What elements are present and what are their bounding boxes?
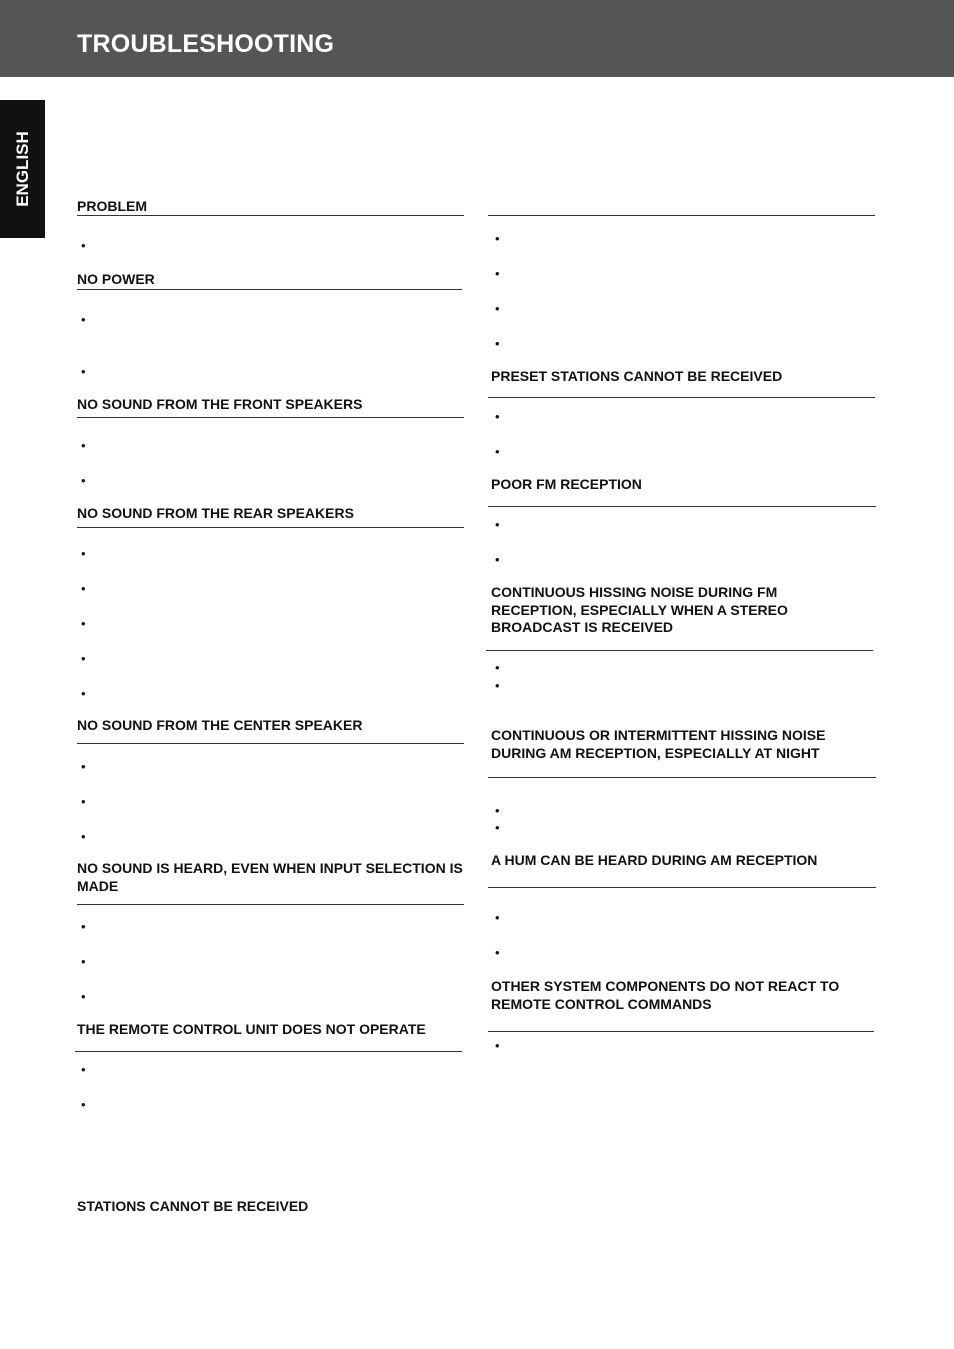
heading-poor-fm: POOR FM RECEPTION bbox=[491, 476, 642, 492]
bullet: • bbox=[81, 438, 86, 453]
section-rule bbox=[77, 215, 464, 216]
heading-problem: PROBLEM bbox=[77, 198, 147, 214]
bullet: • bbox=[81, 651, 86, 666]
bullet: • bbox=[495, 266, 500, 281]
section-rule bbox=[77, 743, 464, 744]
bullet: • bbox=[495, 678, 500, 693]
bullet: • bbox=[81, 364, 86, 379]
bullet: • bbox=[495, 820, 500, 835]
bullet: • bbox=[81, 616, 86, 631]
bullet: • bbox=[495, 660, 500, 675]
bullet: • bbox=[81, 919, 86, 934]
bullet: • bbox=[81, 759, 86, 774]
bullet: • bbox=[81, 989, 86, 1004]
language-tab bbox=[0, 100, 45, 238]
bullet: • bbox=[495, 301, 500, 316]
bullet: • bbox=[495, 945, 500, 960]
heading-no-sound-rear: NO SOUND FROM THE REAR SPEAKERS bbox=[77, 505, 354, 521]
heading-no-sound-center: NO SOUND FROM THE CENTER SPEAKER bbox=[77, 717, 363, 733]
bullet: • bbox=[495, 231, 500, 246]
bullet: • bbox=[495, 552, 500, 567]
bullet: • bbox=[81, 238, 86, 253]
heading-remote-not-operate: THE REMOTE CONTROL UNIT DOES NOT OPERATE bbox=[77, 1021, 426, 1037]
heading-stations-not-received: STATIONS CANNOT BE RECEIVED bbox=[77, 1198, 309, 1214]
section-rule bbox=[488, 1031, 874, 1032]
bullet: • bbox=[81, 1097, 86, 1112]
bullet: • bbox=[81, 829, 86, 844]
bullet: • bbox=[81, 312, 86, 327]
heading-no-power: NO POWER bbox=[77, 271, 155, 287]
bullet: • bbox=[81, 686, 86, 701]
heading-other-components: OTHER SYSTEM COMPONENTS DO NOT REACT TO REMOTE CONTROL COMMANDS bbox=[491, 978, 840, 1012]
bullet: • bbox=[495, 1038, 500, 1053]
section-rule bbox=[488, 506, 876, 507]
bullet: • bbox=[495, 910, 500, 925]
section-rule bbox=[77, 527, 464, 528]
section-rule bbox=[77, 904, 464, 905]
bullet: • bbox=[495, 409, 500, 424]
bullet: • bbox=[81, 473, 86, 488]
bullet: • bbox=[81, 581, 86, 596]
heading-no-sound-front: NO SOUND FROM THE FRONT SPEAKERS bbox=[77, 396, 363, 412]
bullet: • bbox=[495, 803, 500, 818]
page-title: TROUBLESHOOTING bbox=[77, 30, 335, 58]
section-rule bbox=[75, 1051, 462, 1052]
section-rule bbox=[486, 650, 873, 651]
bullet: • bbox=[495, 444, 500, 459]
language-tab-label: ENGLISH bbox=[12, 131, 32, 207]
section-rule bbox=[77, 289, 462, 290]
section-rule bbox=[488, 887, 876, 888]
heading-am-hiss: CONTINUOUS OR INTERMITTENT HISSING NOISE DURING AM RECEPTION, ESPECIALLY AT NIGHT bbox=[491, 727, 826, 761]
heading-fm-hiss: CONTINUOUS HISSING NOISE DURING FM RECEPTION, ESPECIALLY WHEN A STEREO BROADCAST IS RECEIVED bbox=[491, 584, 788, 635]
section-rule bbox=[77, 417, 464, 418]
bullet: • bbox=[495, 517, 500, 532]
bullet: • bbox=[495, 336, 500, 351]
section-rule bbox=[488, 215, 875, 216]
section-rule bbox=[488, 397, 875, 398]
bullet: • bbox=[81, 794, 86, 809]
section-rule bbox=[488, 777, 876, 778]
heading-am-hum: A HUM CAN BE HEARD DURING AM RECEPTION bbox=[491, 852, 818, 868]
header-bar bbox=[0, 0, 954, 77]
bullet: • bbox=[81, 1062, 86, 1077]
bullet: • bbox=[81, 546, 86, 561]
heading-preset-not-received: PRESET STATIONS CANNOT BE RECEIVED bbox=[491, 368, 783, 384]
heading-no-sound-input: NO SOUND IS HEARD, EVEN WHEN INPUT SELECTION IS MADE bbox=[77, 860, 463, 894]
bullet: • bbox=[81, 954, 86, 969]
